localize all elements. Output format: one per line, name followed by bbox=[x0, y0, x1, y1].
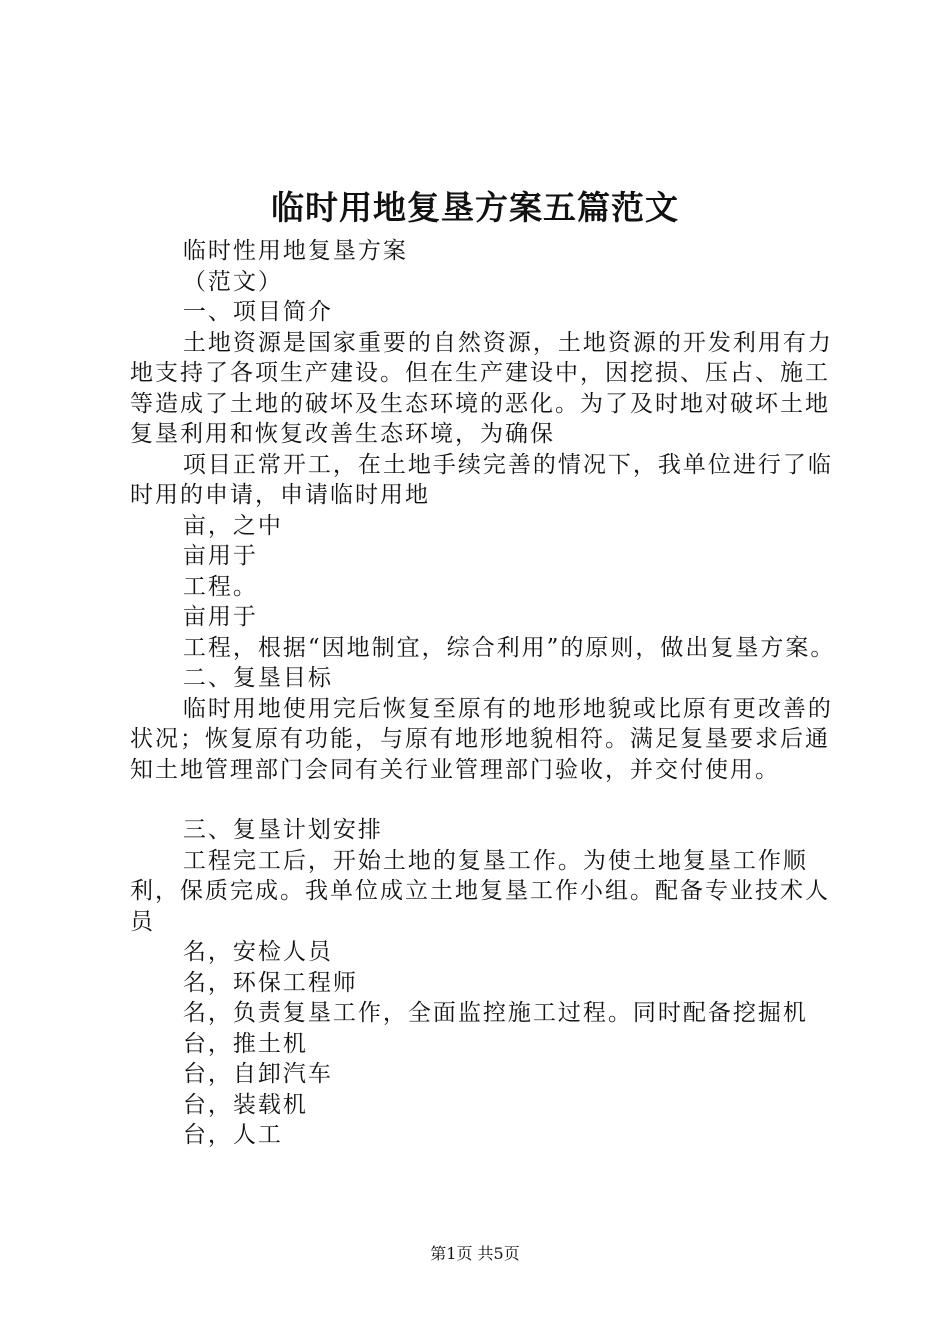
document-title: 临时用地复垦方案五篇范文 bbox=[271, 188, 679, 227]
section-heading: 三、复垦计划安排 bbox=[182, 817, 383, 843]
paragraph: 工程，根据“因地制宜，综合利用”的原则，做出复垦方案。 bbox=[182, 634, 836, 661]
paragraph: 名，环保工程师 bbox=[182, 969, 358, 996]
page-number-footer: 第1页 共5页 bbox=[430, 1244, 520, 1263]
paragraph: 临时性用地复垦方案 bbox=[182, 238, 408, 264]
paragraph: 土地资源是国家重要的自然资源，土地资源的开发利用有力地支持了各项生产建设。但在生产建设中，因挖损、压占、施工等造成了土地的破坏及生态环境的恶化。为了及时地对破坏土地复垦利用和恢复改善生态环境，为确保 bbox=[130, 329, 833, 447]
paragraph: 台，自卸汽车 bbox=[182, 1061, 333, 1087]
document-body bbox=[130, 236, 850, 1151]
paragraph: 工程。 bbox=[182, 573, 258, 600]
section-heading: 二、复垦目标 bbox=[182, 665, 333, 691]
paragraph: 亩用于 bbox=[182, 543, 258, 569]
paragraph: 临时用地使用完后恢复至原有的地形地貌或比原有更改善的状况；恢复原有功能，与原有地形地貌相符。满足复垦要求后通知土地管理部门会同有关行业管理部门验收，并交付使用。 bbox=[130, 695, 833, 783]
paragraph: 工程完工后，开始土地的复垦工作。为使土地复垦工作顺利，保质完成。我单位成立土地复垦工作小组。配备专业技术人员 bbox=[130, 847, 830, 935]
paragraph: 台，推土机 bbox=[182, 1030, 308, 1057]
paragraph: 名，负责复垦工作，全面监控施工过程。同时配备挖掘机 bbox=[182, 1000, 808, 1026]
section-heading: 一、项目简介 bbox=[182, 299, 333, 325]
paragraph: （范文） bbox=[182, 268, 283, 295]
paragraph: 台，人工 bbox=[182, 1122, 283, 1148]
paragraph: 台，装载机 bbox=[182, 1091, 308, 1118]
paragraph: 项目正常开工，在土地手续完善的情况下，我单位进行了临时用的申请，申请临时用地 bbox=[130, 451, 833, 508]
paragraph: 亩，之中 bbox=[182, 512, 283, 539]
paragraph: 亩用于 bbox=[182, 604, 258, 630]
paragraph: 名，安检人员 bbox=[182, 939, 333, 965]
